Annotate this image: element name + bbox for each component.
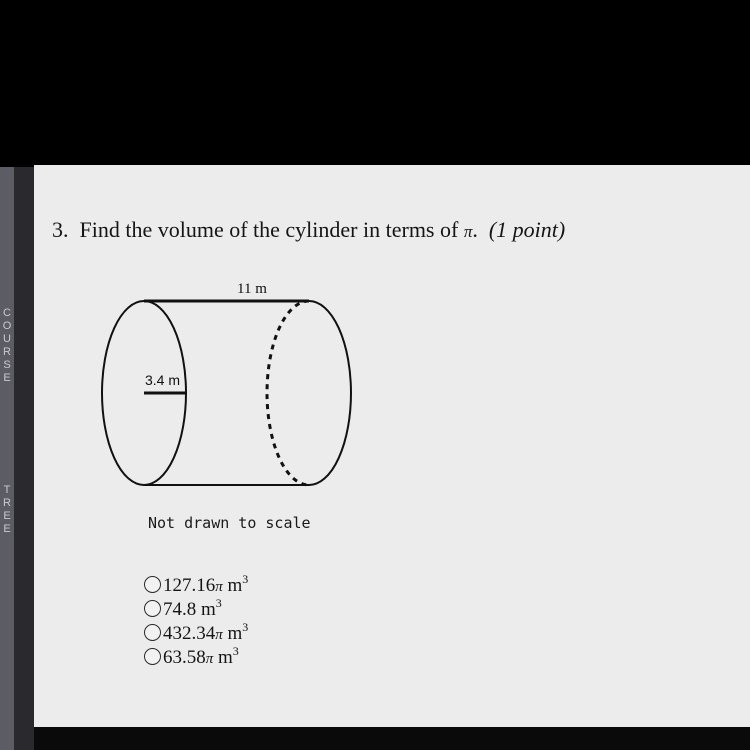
question-panel [34, 165, 750, 727]
cylinder-diagram [94, 273, 394, 498]
sidebar-letter: R [3, 497, 11, 509]
sidebar-letter: E [3, 523, 11, 535]
choice-option-4[interactable] [144, 644, 248, 669]
cylinder-right-base [309, 301, 351, 485]
pi-symbol: π [215, 627, 223, 643]
radio-button[interactable] [144, 624, 161, 641]
sidebar-letter: T [3, 484, 11, 496]
question-text [52, 217, 565, 243]
radio-button[interactable] [144, 648, 161, 665]
choice-exponent: 3 [242, 620, 249, 634]
choice-unit: m [201, 599, 216, 620]
radio-button[interactable] [144, 576, 161, 593]
choice-option-3[interactable] [144, 620, 249, 645]
sidebar-letter: R [3, 346, 11, 358]
sidebar-letter: O [2, 320, 12, 332]
radius-label: 3.4 m [145, 372, 181, 388]
pi-symbol: π [205, 651, 214, 667]
screen-bezel [34, 727, 750, 750]
question-number: 3. [52, 217, 69, 242]
sidebar-letter: E [3, 372, 11, 384]
choice-unit: m [227, 575, 243, 596]
choice-value: 74.8 [163, 599, 197, 620]
choice-exponent: 3 [232, 644, 239, 658]
pi-symbol: π [463, 222, 473, 241]
course-sidebar [0, 167, 14, 750]
pi-symbol: π [215, 579, 223, 595]
question-period: . [472, 217, 478, 242]
choice-exponent: 3 [242, 572, 249, 586]
choice-value: 432.34 [163, 623, 216, 644]
choice-value: 63.58 [163, 647, 206, 668]
sidebar-letter: C [3, 307, 11, 319]
length-label: 11 m [237, 281, 267, 297]
choice-unit: m [218, 647, 233, 668]
sidebar-letter: U [3, 333, 11, 345]
choice-option-2[interactable] [144, 596, 248, 621]
question-points: (1 point) [488, 217, 566, 242]
sidebar-letter: S [3, 359, 11, 371]
scale-note: Not drawn to scale [148, 514, 311, 532]
choice-unit: m [227, 623, 243, 644]
sidebar-divider [14, 167, 34, 750]
answer-choices [144, 572, 249, 671]
question-prompt: Find the volume of the cylinder in terms of [79, 217, 459, 242]
sidebar-letter: E [3, 510, 11, 522]
choice-exponent: 3 [215, 596, 222, 610]
choice-option-1[interactable] [144, 572, 249, 597]
radio-button[interactable] [144, 600, 161, 617]
cylinder-right-hidden-edge [267, 301, 309, 485]
choice-value: 127.16 [163, 575, 216, 596]
